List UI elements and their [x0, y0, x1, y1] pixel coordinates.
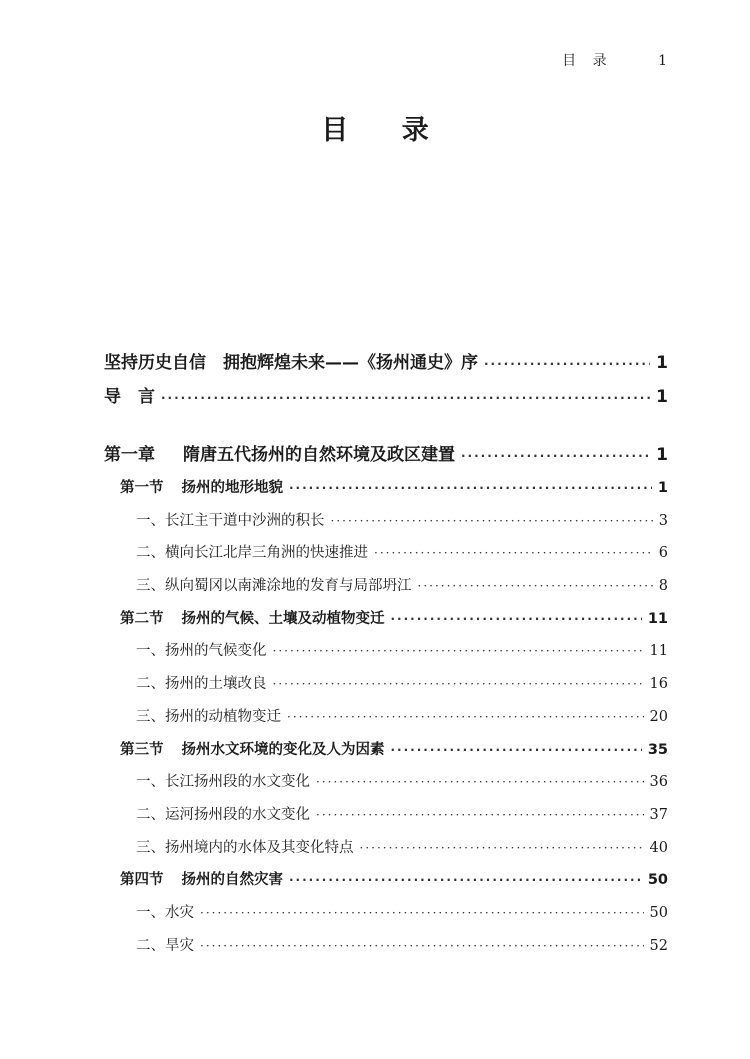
toc-page-number: 3 [658, 512, 668, 529]
toc-label [120, 607, 385, 628]
toc-entry-preface[interactable] [104, 348, 668, 382]
leader-dots [331, 514, 653, 528]
toc-label: 一、扬州的气候变化 [136, 643, 267, 660]
toc-entry-intro[interactable] [104, 382, 668, 416]
toc-entry-subsection[interactable] [104, 639, 668, 672]
running-head-title: 目 录 [562, 53, 613, 69]
leader-dots [316, 808, 644, 822]
toc-label: 一、长江扬州段的水文变化 [136, 774, 310, 791]
toc-page-number: 50 [649, 904, 668, 921]
leader-dots [273, 677, 644, 691]
toc-page-number: 1 [656, 445, 668, 465]
toc-label [104, 440, 455, 465]
running-head-page-number: 1 [658, 53, 668, 69]
section-number: 第二节 [120, 610, 164, 627]
toc-page-number: 37 [649, 806, 668, 823]
section-number: 第四节 [120, 872, 164, 889]
toc-label [120, 738, 385, 759]
section-title: 扬州水文环境的变化及人为因素 [181, 741, 385, 758]
toc-page-number: 36 [649, 774, 668, 791]
leader-dots [374, 546, 653, 560]
toc-entry-section[interactable] [104, 738, 668, 771]
toc-label: 一、长江主干道中沙洲的积长 [136, 512, 325, 529]
leader-dots [289, 873, 642, 887]
toc-page-number: 50 [647, 872, 668, 889]
toc-label: 二、旱灾 [136, 937, 194, 954]
toc-page-number: 1 [657, 480, 668, 496]
section-title: 扬州的自然灾害 [181, 872, 283, 889]
toc-label: 二、扬州的土壤改良 [136, 676, 267, 693]
toc-entry-subsection[interactable] [104, 934, 668, 967]
section-number: 第三节 [120, 741, 164, 758]
leader-dots [273, 644, 644, 658]
toc-entry-subsection[interactable] [104, 672, 668, 705]
toc-page-number: 11 [647, 610, 668, 627]
leader-dots [418, 579, 653, 593]
section-title: 扬州的气候、土壤及动植物变迁 [181, 610, 385, 627]
toc-page-number: 16 [649, 676, 668, 693]
toc-entry-section[interactable] [104, 868, 668, 901]
toc-entry-subsection[interactable] [104, 509, 668, 542]
toc-label: 导 言 [104, 387, 155, 407]
toc-entry-section[interactable] [104, 476, 668, 509]
leader-dots [391, 612, 642, 626]
leader-dots [200, 906, 644, 920]
toc-entry-subsection[interactable] [104, 836, 668, 869]
section-number: 第一节 [120, 480, 164, 496]
toc-entry-subsection[interactable] [104, 705, 668, 738]
toc-entry-subsection[interactable] [104, 901, 668, 934]
leader-dots [161, 391, 650, 405]
toc-label: 三、扬州境内的水体及其变化特点 [136, 839, 354, 856]
toc-entry-section[interactable] [104, 607, 668, 640]
toc-page-number: 40 [649, 839, 668, 856]
leader-dots [360, 841, 644, 855]
toc-label: 坚持历史自信 拥抱辉煌未来——《扬州通史》序 [104, 353, 478, 373]
toc-entry-subsection[interactable] [104, 574, 668, 607]
toc-entry-chapter-1[interactable] [104, 440, 668, 474]
toc-label [120, 868, 283, 889]
leader-dots [287, 710, 644, 724]
leader-dots [461, 449, 650, 463]
table-of-contents [104, 348, 668, 966]
toc-entry-subsection[interactable] [104, 770, 668, 803]
leader-dots [391, 743, 642, 757]
toc-page-number: 1 [656, 387, 668, 407]
toc-page-number: 11 [649, 643, 668, 660]
running-head [562, 50, 668, 70]
chapter-title: 隋唐五代扬州的自然环境及政区建置 [183, 445, 455, 465]
toc-page-number: 8 [658, 578, 668, 595]
leader-dots [289, 481, 652, 495]
toc-entry-subsection[interactable] [104, 803, 668, 836]
toc-label: 三、扬州的动植物变迁 [136, 708, 281, 725]
toc-page-number: 20 [649, 708, 668, 725]
chapter-number: 第一章 [104, 445, 155, 465]
toc-entry-subsection[interactable] [104, 541, 668, 574]
toc-page-number: 35 [647, 741, 668, 758]
leader-dots [484, 357, 650, 371]
leader-dots [200, 939, 644, 953]
leader-dots [316, 775, 644, 789]
toc-label [120, 476, 283, 497]
toc-page-number: 1 [656, 353, 668, 373]
toc-label: 一、水灾 [136, 904, 194, 921]
toc-label: 二、横向长江北岸三角洲的快速推进 [136, 545, 368, 562]
toc-page-number: 52 [649, 937, 668, 954]
section-title: 扬州的地形地貌 [181, 480, 283, 496]
toc-label: 三、纵向蜀冈以南滩涂地的发育与局部坍江 [136, 578, 412, 595]
page-title: 目 录 [321, 115, 451, 146]
toc-page-number: 6 [658, 545, 668, 562]
toc-label: 二、运河扬州段的水文变化 [136, 806, 310, 823]
